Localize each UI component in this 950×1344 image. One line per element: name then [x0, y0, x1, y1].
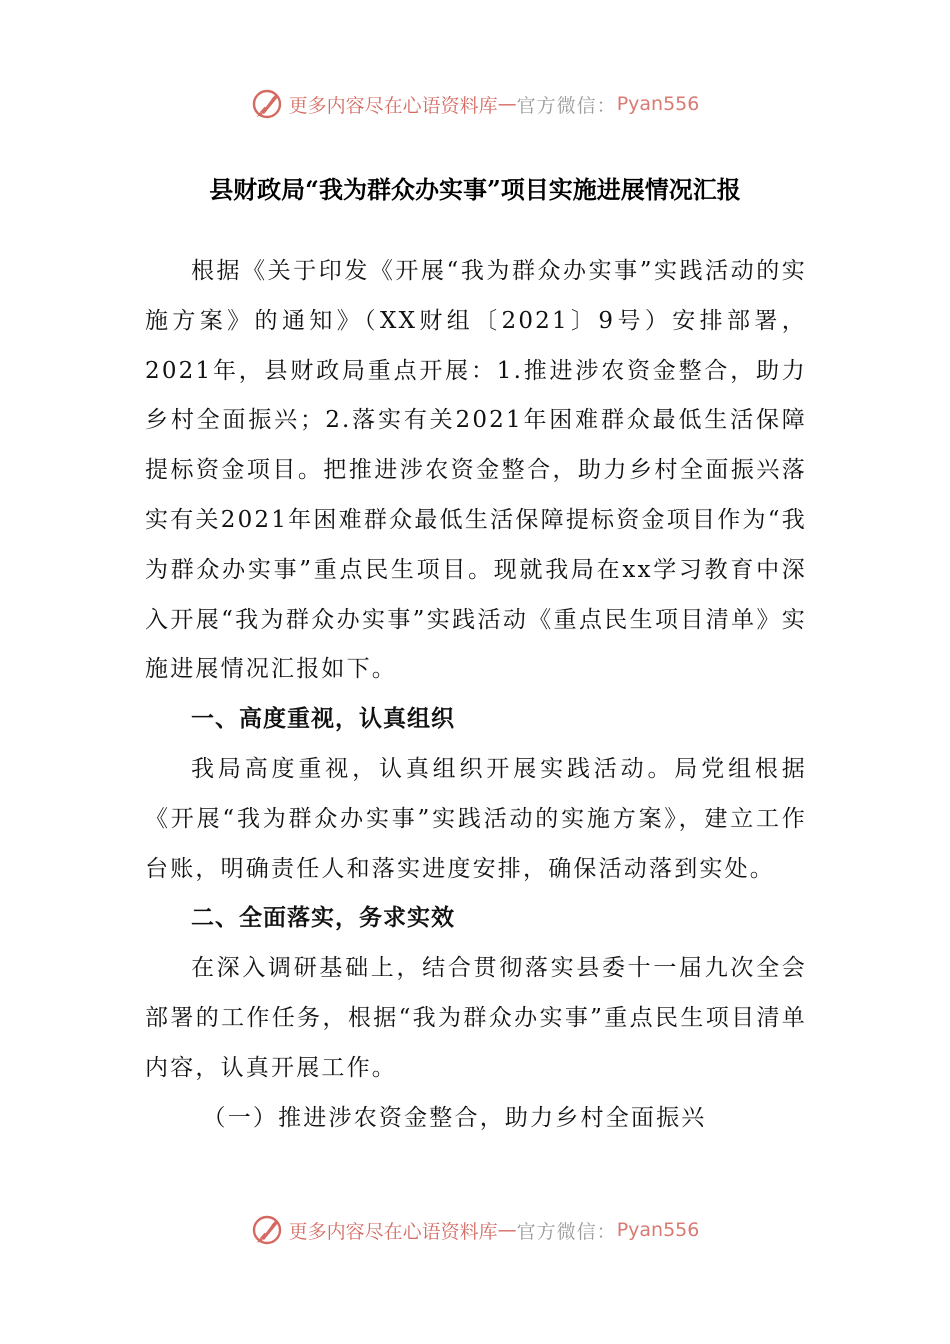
watermark-text: 更多内容尽在心语资料库 — [288, 1220, 498, 1243]
section-paragraph-2: 在深入调研基础上，结合贯彻落实县委十一届九次全会部署的工作任务，根据“我为群众办实事”重点民生项目清单内容，认真开展工作。 — [145, 955, 807, 1081]
section-heading-1: 一、高度重视，认真组织 — [191, 706, 455, 733]
intro-paragraph: 根据《关于印发《开展“我为群众办实事”实践活动的实施方案》的通知》（XX财组〔2021〕9号）安排部署，2021年，县财政局重点开展：1.推进涉农资金整合，助力乡村全面振兴；2.落实有关2021年困难群众最低生活保障提标资金项目。把推进涉农资金整合，助力乡村全面振兴落实有关2021年困难群众最低生活保障提标资金项目作为“我为群众办实事”重点民生项目。现就我局在xx学习教育中深入开展“我为群众办实事”实践活动《重点民生项目清单》实施进展情况汇报如下。 — [145, 258, 807, 683]
document-title: 县财政局“我为群众办实事”项目实施进展情况汇报 — [209, 175, 741, 204]
section-paragraph-1: 我局高度重视，认真组织开展实践活动。局党组根据《开展“我为群众办实事”实践活动的实施方案》，建立工作台账，明确责任人和落实进度安排，确保活动落到实处。 — [145, 755, 807, 882]
section-heading-2: 二、全面落实，务求实效 — [191, 905, 455, 932]
document-body — [145, 247, 807, 1143]
watermark-wechat-label: 官方微信： — [516, 94, 617, 117]
footer-watermark — [0, 1210, 950, 1250]
watermark-wechat-id: Pyan556 — [616, 1219, 700, 1241]
subsection-heading-1: （一）推进涉农资金整合，助力乡村全面振兴 — [202, 1104, 707, 1131]
quill-pen-logo-icon — [251, 87, 285, 121]
watermark-wechat-id: Pyan556 — [616, 93, 700, 115]
watermark-text: 更多内容尽在心语资料库 — [288, 94, 498, 117]
header-watermark — [0, 84, 950, 124]
watermark-dash: — — [497, 1219, 517, 1241]
watermark-wechat-label: 官方微信： — [516, 1220, 617, 1243]
quill-pen-logo-icon — [251, 1213, 285, 1247]
watermark-dash: — — [497, 93, 517, 115]
